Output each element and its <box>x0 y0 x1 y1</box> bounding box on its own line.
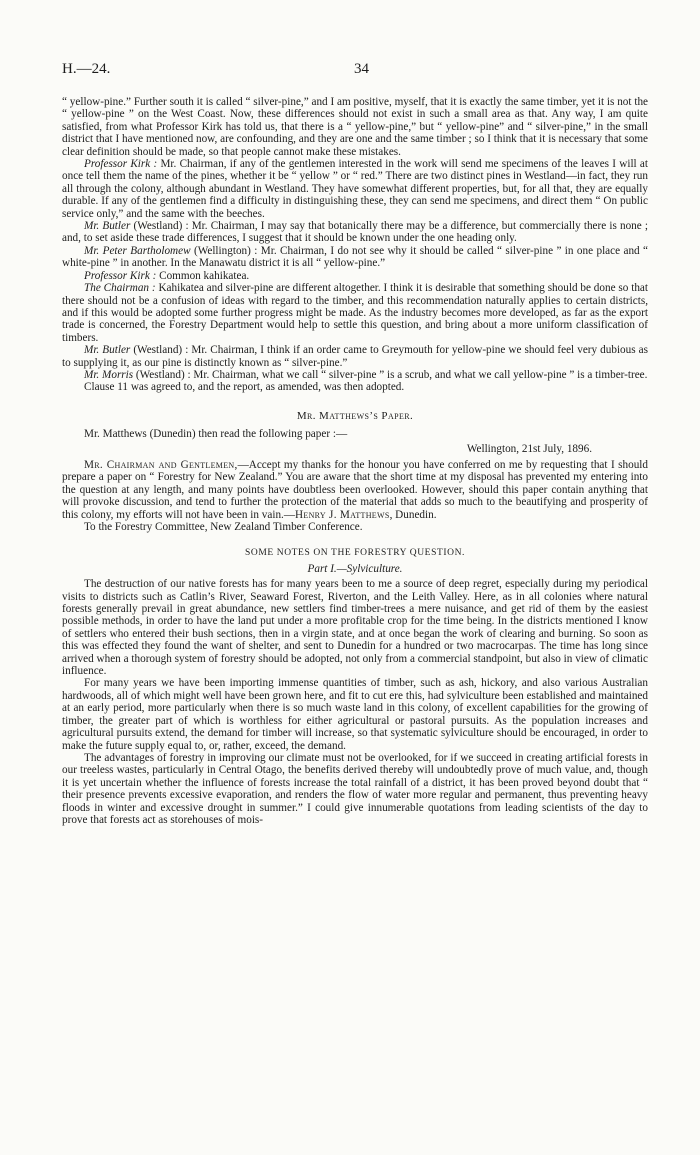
body-paragraph: For many years we have been importing immense quantities of timber, such as ash, hickory, and also various Australian hardwoods, all of which might well have been grown here, and fit to cut ere this, had sylviculture been established and maintained at an early period, more particularly when there is so much waste land in this colony, of excellent capabilities for the growing of timber, the greater part of which is worthless for either agricultural or pastoral pursuits. As the population increases and agricultural pursuits extend, the demand for timber will increase, so that systematic sylviculture should be encouraged, in order to make the future supply equal to, or, rather, exceed, the demand. <box>62 677 648 752</box>
letter-paragraph: Mr. Chairman and Gentlemen,—Accept my thanks for the honour you have conferred on me by requesting that I should prepare a paper on “ Forestry for New Zealand.” You are aware that the short time at my disposal has prevented my entering into the question at any length, and many points have doubtless been overlooked. However, should this paper contain anything that will provoke discussion, and tend to further the protection of the material that adds so much to the beautifying and prosperity of this colony, my efforts will not have been in vain.—Henry J. Matthews, Dunedin. <box>62 458 648 521</box>
debate-paragraph: “ yellow-pine.” Further south it is called “ silver-pine,” and I am positive, myself, that it is exactly the same timber, yet it is not the “ yellow-pine ” on the West Coast. Now, these differences should not exist in such a small area as that. Any way, I am quite satisfied, from what Professor Kirk has told us, that there is a “ yellow-pine,” but “ yellow-pine” and “ silver-pine,” in the small district that I have mentioned now, are confounding, and they are one and the same timber ; so I think that it is necessary that some clear definition should be made, so that people cannot make these mistakes. <box>62 96 648 158</box>
speaker-name: Professor Kirk : <box>84 269 157 282</box>
debate-paragraph: Mr. Butler (Westland) : Mr. Chairman, I think if an order came to Greymouth for yellow-pine we should feel very dubious as to supplying it, as our pine is distinctly known as “ silver-pine.” <box>62 344 648 369</box>
debate-paragraph: The Chairman : Kahikatea and silver-pine are different altogether. I think it is desirable that something should be done so that there should not be a confusion of ideas with regard to the timber, and this recommendation naturally applies to certain districts, and if this would be adopted some further progress might be made. As the industry becomes more developed, as far as the export trade is concerned, the Forestry Department would help to settle this question, and bring about a more uniform classification of timbers. <box>62 282 648 344</box>
speaker-name: Professor Kirk : <box>84 158 158 171</box>
section-title: Mr. Matthews’s Paper. <box>296 409 414 422</box>
speaker-name: Mr. Morris <box>84 368 134 381</box>
debate-paragraph: Professor Kirk : Mr. Chairman, if any of the gentlemen interested in the work will send me specimens of the leaves I will at once tell them the name of the pines, whether it be “ yellow ” or “ red.” There are two distinct pines in Westland—in fact, they run all through the colony, although abundant in Westland. They have somewhat different properties, but, for all that, they are equally durable. If any of the gentlemen find a difficulty in distinguishing these, they can send me specimens, and direct them “ On public service only,” and the same with the beeches. <box>62 158 648 220</box>
salutation: Mr. Chairman and Gentlemen, <box>84 458 238 471</box>
body-paragraph: The advantages of forestry in improving our climate must not be overlooked, for if we succeed in creating artificial forests in our treeless wastes, particularly in Central Otago, the benefits derived thereby will undoubtedly prove of much value, and, though it is yet uncertain whether the influence of forests increase the total rainfall of a district, it has been proved beyond doubt that “ their presence prevents excessive evaporation, and renders the flow of water more regular and permanent, thus preventing heavy floods in winter and excessive drought in summer.” I could give innumerable quotations from leading scientists of the day to prove that forests act as storehouses of mois- <box>62 751 648 826</box>
debate-paragraph: Mr. Peter Bartholomew (Wellington) : Mr. Chairman, I do not see why it should be called “ silver-pine ” in one place and “ white-pine ” in another. In the Manawatu district it is all “ yellow-pine.” <box>62 244 648 270</box>
body-paragraph: The destruction of our native forests has for many years been to me a source of deep regret, especially during my periodical visits to districts such as Catlin’s River, Seaward Forest, Riverton, and the Leith Valley. Here, as in all colonies where natural forests generally prevail in great abundance, new settlers find timber-trees a mere nuisance, and get rid of them by the easiest possible methods, in order to have the land put under a more profitable crop for the time being. In the districts mentioned I know of settlers who entered their bush sections, then in a virgin state, and at once began the work of clearing and burning. So soon as this was effected they found the want of shelter, and sent to Dunedin for a hundred or two macrocarpas. The time has long since arrived when a thorough system of forestry should be adopted, not only from a commercial standpoint, but also in view of climatic influence. <box>62 578 648 678</box>
debate-paragraph: Mr. Butler (Westland) : Mr. Chairman, I may say that botanically there may be a difference, but commercially there is none ; and, to set aside these trade differences, I suggest that it should be known under the one heading only. <box>62 220 648 245</box>
read-line: Mr. Matthews (Dunedin) then read the following paper :— <box>84 428 348 441</box>
notes-title: SOME NOTES ON THE FORESTRY QUESTION. <box>244 548 466 559</box>
addressee: To the Forestry Committee, New Zealand Timber Conference. <box>84 521 363 533</box>
speaker-name: The Chairman : <box>84 282 156 295</box>
part-title: Part I.—Sylviculture. <box>307 562 403 575</box>
page-header <box>62 61 642 81</box>
debate-paragraph: Clause 11 was agreed to, and the report, as amended, was then adopted. <box>84 381 405 394</box>
document-body <box>62 96 648 826</box>
debate-paragraph: Mr. Morris (Westland) : Mr. Chairman, what we call “ silver-pine ” is a scrub, and what we call yellow-pine ” is a timber-tree. <box>84 368 648 381</box>
signature: Henry J. Matthews <box>295 508 390 521</box>
page-number: 34 <box>354 61 369 77</box>
speaker-name: Mr. Butler <box>84 344 131 357</box>
dateline: Wellington, 21st July, 1896. <box>466 442 592 455</box>
debate-paragraph: Professor Kirk : Common kahikatea. <box>84 269 250 282</box>
report-reference: H.—24. <box>62 61 111 77</box>
speaker-name: Mr. Peter Bartholomew <box>84 244 191 257</box>
speaker-name: Mr. Butler <box>84 220 131 233</box>
